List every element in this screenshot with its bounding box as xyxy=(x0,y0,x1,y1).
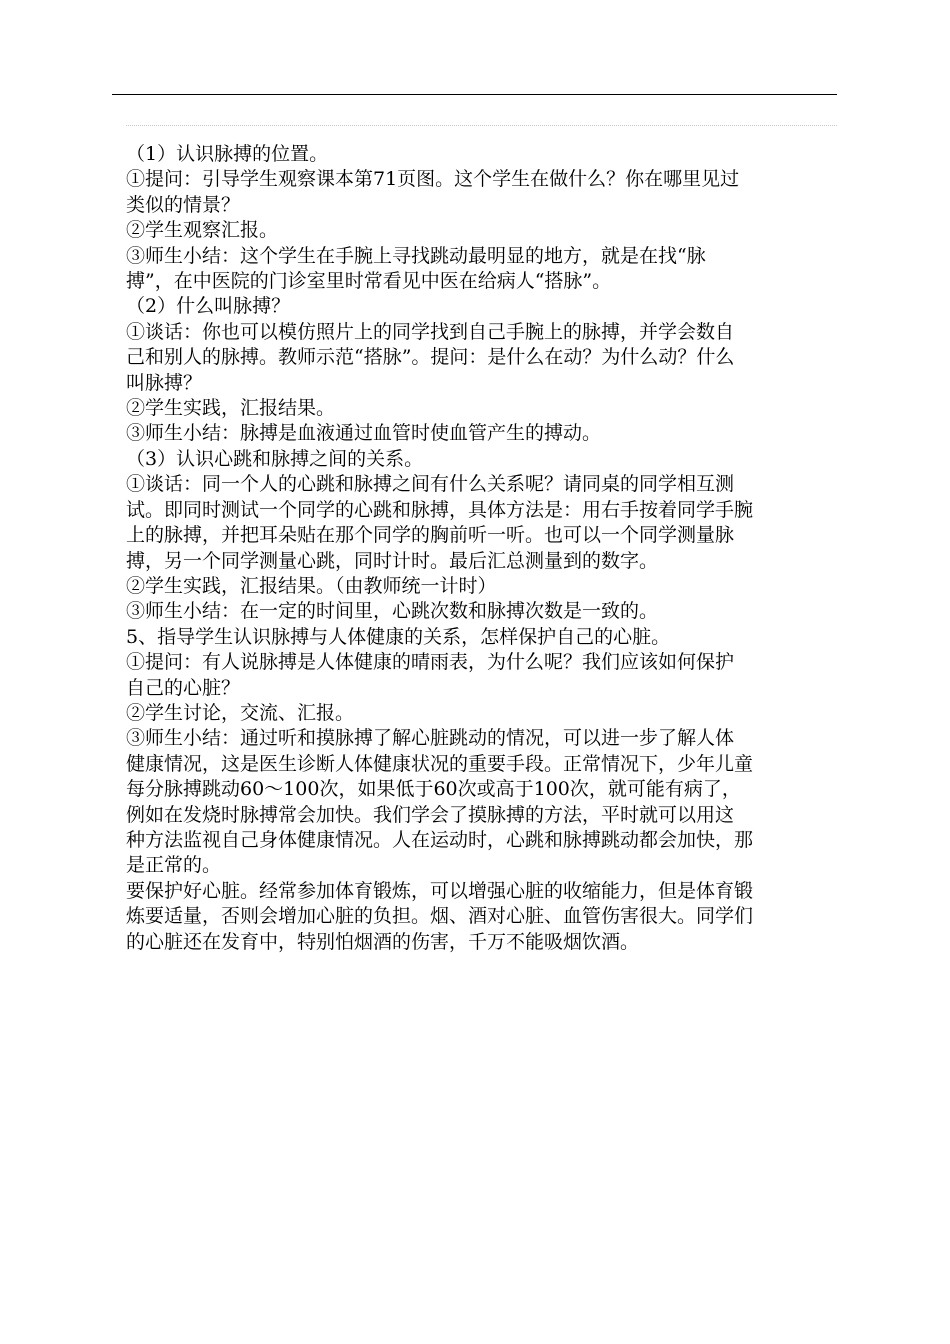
text-line: ①谈话：同一个人的心跳和脉搏之间有什么关系呢？请同桌的同学相互测 xyxy=(126,473,735,496)
text-line: （1）认识脉搏的位置。 xyxy=(126,143,329,165)
text-line: 自己的心脏？ xyxy=(126,676,241,699)
text-line: 健康情况，这是医生诊断人体健康状况的重要手段。正常情况下，少年儿童 xyxy=(126,752,754,775)
text-line: 搏，另一个同学测量心跳，同时计时。最后汇总测量到的数字。 xyxy=(126,549,659,572)
text-line: 的心脏还在发育中，特别怕烟酒的伤害，千万不能吸烟饮酒。 xyxy=(126,930,640,953)
text-line: 炼要适量，否则会增加心脏的负担。烟、酒对心脏、血管伤害很大。同学们 xyxy=(126,905,754,928)
text-line: 是正常的。 xyxy=(126,854,222,877)
text-line: ③师生小结：脉搏是血液通过血管时使血管产生的搏动。 xyxy=(126,422,602,445)
dotted-divider xyxy=(126,125,837,126)
text-line: ②学生实践，汇报结果。（由教师统一计时） xyxy=(126,574,497,597)
text-line: 搏”，在中医院的门诊室里时常看见中医在给病人“搭脉”。 xyxy=(126,270,612,293)
text-line: 每分脉搏跳动60～100次，如果低于60次或高于100次，就可能有病了， xyxy=(126,778,741,801)
text-line: 类似的情景？ xyxy=(126,193,241,216)
text-line: ①提问：有人说脉搏是人体健康的晴雨表，为什么呢？我们应该如何保护 xyxy=(126,651,735,674)
text-line: ②学生讨论，交流、汇报。 xyxy=(126,701,355,724)
text-line: 种方法监视自己身体健康情况。人在运动时，心跳和脉搏跳动都会加快，那 xyxy=(126,828,754,851)
text-line: 试。即同时测试一个同学的心跳和脉搏，具体方法是：用右手按着同学手腕 xyxy=(126,498,754,521)
text-line: 5、指导学生认识脉搏与人体健康的关系，怎样保护自己的心脏。 xyxy=(126,625,671,648)
text-line: ①提问：引导学生观察课本第71页图。这个学生在做什么？你在哪里见过 xyxy=(126,168,740,191)
text-line: 要保护好心脏。经常参加体育锻炼，可以增强心脏的收缩能力，但是体育锻 xyxy=(126,879,754,902)
text-line: 例如在发烧时脉搏常会加快。我们学会了摸脉搏的方法，平时就可以用这 xyxy=(126,803,735,826)
text-line: （2）什么叫脉搏？ xyxy=(126,295,291,318)
text-line: （3）认识心跳和脉搏之间的关系。 xyxy=(126,447,424,470)
text-line: 叫脉搏？ xyxy=(126,371,203,394)
document-body xyxy=(126,142,838,955)
text-line: 上的脉搏，并把耳朵贴在那个同学的胸前听一听。也可以一个同学测量脉 xyxy=(126,524,735,547)
text-line: ③师生小结：这个学生在手腕上寻找跳动最明显的地方，就是在找“脉 xyxy=(126,244,706,267)
text-line: ①谈话：你也可以模仿照片上的同学找到自己手腕上的脉搏，并学会数自 xyxy=(126,320,735,343)
text-line: ③师生小结：通过听和摸脉搏了解心脏跳动的情况，可以进一步了解人体 xyxy=(126,727,735,750)
text-line: ②学生实践，汇报结果。 xyxy=(126,397,336,420)
text-line: ②学生观察汇报。 xyxy=(126,219,279,242)
text-line: 己和别人的脉搏。教师示范“搭脉”。提问：是什么在动？为什么动？什么 xyxy=(126,346,735,369)
text-line: ③师生小结：在一定的时间里，心跳次数和脉搏次数是一致的。 xyxy=(126,600,659,623)
header-rule xyxy=(112,94,837,95)
